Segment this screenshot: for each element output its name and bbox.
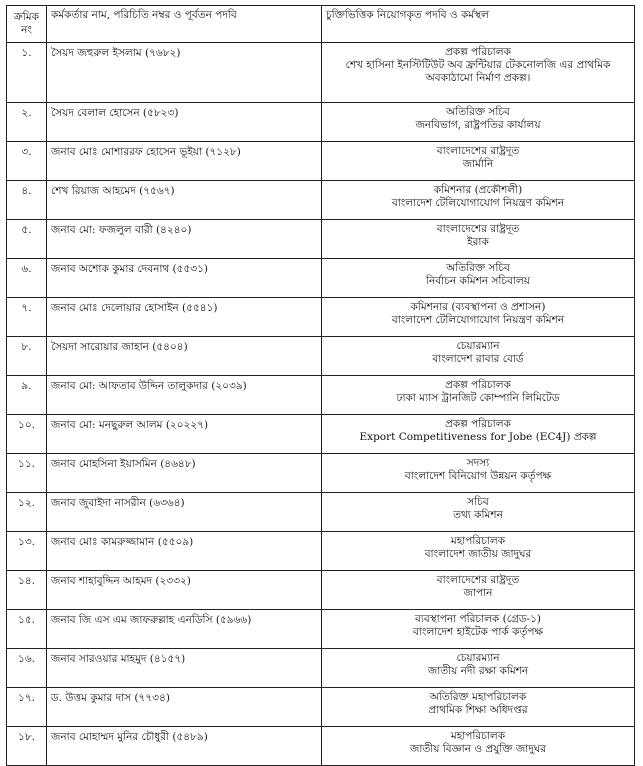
row-post: [322, 454, 635, 493]
post-line: অতিরিক্ত সচিব: [446, 262, 510, 274]
post-line: প্রকল্প পরিচালক: [445, 418, 511, 430]
row-serial: ২.: [7, 103, 47, 142]
post-line: শেখ হাসিনা ইনস্টিটিউট অব ফ্রন্টিয়ার টেকনোলজি এর প্রাথমিক: [345, 59, 611, 71]
table-row: [7, 142, 635, 181]
post-line: সচিব: [467, 496, 489, 508]
post-line: কমিশনার (প্রকৌশলী): [433, 184, 523, 196]
header-serial: ক্রমিক নং: [7, 6, 47, 43]
post-line: ইরাক: [467, 236, 489, 248]
row-post: [322, 103, 635, 142]
row-serial: ৯.: [7, 376, 47, 415]
post-line: কমিশনার (ব্যবস্থাপনা ও প্রশাসন): [410, 301, 546, 313]
post-line: জাতীয় বিজ্ঞান ও প্রযুক্তি জাদুঘর: [409, 743, 547, 755]
post-line: বাংলাদেশ জাতীয় জাদুঘর: [424, 548, 532, 560]
row-officer-name: সৈয়দ বেলাল হোসেন (৫৮২৩): [47, 103, 322, 142]
post-line: প্রাথমিক শিক্ষা অধিদপ্তর: [428, 704, 528, 716]
table-row: [7, 610, 635, 649]
post-line: তথ্য কমিশন: [453, 509, 503, 521]
row-post: [322, 376, 635, 415]
row-post: [322, 727, 635, 766]
row-serial: ৩.: [7, 142, 47, 181]
row-post: [322, 532, 635, 571]
post-line: বাংলাদেশ টেলিযোগাযোগ নিয়ন্ত্রণ কমিশন: [391, 197, 565, 209]
post-line: নির্বাচন কমিশন সচিবালয়: [426, 275, 530, 287]
row-serial: ১৩.: [7, 532, 47, 571]
post-line: চেয়ারম্যান: [456, 340, 500, 352]
post-line: জার্মানি: [462, 158, 494, 170]
row-post: [322, 142, 635, 181]
row-officer-name: জনাব মোঃ মোশাররফ হোসেন ভূইয়া (৭১২৮): [47, 142, 322, 181]
post-line: অবকাঠামো নির্মাণ প্রকল্প।: [425, 72, 531, 84]
post-line: অতিরিক্ত মহাপরিচালক: [429, 691, 527, 703]
row-officer-name: জনাব মো: মনছুরুল আলম (২০২২৭): [47, 415, 322, 454]
post-line: বাংলাদেশের রাষ্ট্রদূত: [436, 145, 520, 157]
row-officer-name: ড. উত্তম কুমার দাস (৭৭৩৪): [47, 688, 322, 727]
table-row: [7, 376, 635, 415]
table-header-row: [7, 6, 635, 43]
post-line: বাংলাদেশ বিনিয়োগ উন্নয়ন কর্তৃপক্ষ: [404, 470, 552, 482]
row-serial: ১.: [7, 43, 47, 103]
row-post: [322, 571, 635, 610]
post-line: প্রকল্প পরিচালক: [445, 46, 511, 58]
row-serial: ১৫.: [7, 610, 47, 649]
row-post: [322, 220, 635, 259]
post-line: চেয়ারম্যান: [456, 652, 500, 664]
table-row: [7, 454, 635, 493]
table-row: [7, 727, 635, 766]
post-line: বাংলাদেশের রাষ্ট্রদূত: [436, 223, 520, 235]
row-serial: ১৪.: [7, 571, 47, 610]
post-line: প্রকল্প পরিচালক: [445, 379, 511, 391]
table-row: [7, 103, 635, 142]
row-officer-name: জনাব জি এস এম জাফরুল্লাহ এনডিসি (৫৯৬৬): [47, 610, 322, 649]
row-post: [322, 181, 635, 220]
row-serial: ৬.: [7, 259, 47, 298]
post-line: ব্যবস্থাপনা পরিচালক (গ্রেড-১): [414, 613, 542, 625]
post-line: জনবিভাগ, রাষ্ট্রপতির কার্যালয়: [415, 119, 541, 131]
header-name: কর্মকর্তার নাম, পরিচিতি নম্বর ও পূর্বতন পদবি: [47, 6, 322, 43]
post-line: ঢাকা ম্যাস ট্রানজিট কোম্পানি লিমিটেড: [396, 392, 560, 404]
row-serial: ১২.: [7, 493, 47, 532]
post-line: জাপান: [463, 587, 493, 599]
post-line: মহাপরিচালক: [450, 535, 506, 547]
row-serial: ১১.: [7, 454, 47, 493]
table-row: [7, 649, 635, 688]
row-officer-name: জনাব মোঃ কামরুজ্জামান (৫৫০৯): [47, 532, 322, 571]
table-row: [7, 571, 635, 610]
row-post: [322, 43, 635, 103]
table-row: [7, 298, 635, 337]
table-row: [7, 259, 635, 298]
table-row: [7, 688, 635, 727]
row-officer-name: সৈয়দা সারোয়ার জাহান (৫৪০৪): [47, 337, 322, 376]
row-officer-name: জনাব অশোক কুমার দেবনাথ (৫৫৩১): [47, 259, 322, 298]
row-post: [322, 298, 635, 337]
row-officer-name: জনাব মো: আফতাব উদ্দিন তালুকদার (২০৩৯): [47, 376, 322, 415]
table-row: [7, 532, 635, 571]
row-post: [322, 259, 635, 298]
row-serial: ৫.: [7, 220, 47, 259]
row-officer-name: সৈয়দ জহুরুল ইসলাম (৭৬৮২): [47, 43, 322, 103]
post-line: জাতীয় নদী রক্ষা কমিশন: [427, 665, 529, 677]
table-row: [7, 220, 635, 259]
row-serial: ১০.: [7, 415, 47, 454]
row-officer-name: জনাব জুবাইদা নাসরীন (৬৩৬৪): [47, 493, 322, 532]
row-post: [322, 688, 635, 727]
table-row: [7, 415, 635, 454]
row-serial: ১৮.: [7, 727, 47, 766]
header-post: চুক্তিভিত্তিক নিয়োগকৃত পদবি ও কর্মস্থল: [322, 6, 635, 43]
table-row: [7, 493, 635, 532]
row-post: [322, 649, 635, 688]
post-line: বাংলাদেশ টেলিযোগাযোগ নিয়ন্ত্রণ কমিশন: [391, 314, 565, 326]
post-line: সদস্য: [466, 457, 490, 469]
officers-table: [6, 5, 635, 766]
post-line: অতিরিক্ত সচিব: [446, 106, 510, 118]
row-post: [322, 493, 635, 532]
row-serial: ৭.: [7, 298, 47, 337]
row-officer-name: জনাব মো: ফজলুল বারী (৪২৪০): [47, 220, 322, 259]
post-line: Export Competitiveness for Jobe (EC4J) প্রকল্প: [359, 431, 597, 443]
row-officer-name: জনাব মোহসিনা ইয়াসমিন (৪৬৪৮): [47, 454, 322, 493]
post-line: বাংলাদেশ হাইটেক পার্ক কর্তৃপক্ষ: [413, 626, 543, 638]
table-row: [7, 181, 635, 220]
table-body: [7, 43, 635, 766]
row-officer-name: শেখ রিয়াজ আহমেদ (৭৫৬৭): [47, 181, 322, 220]
row-serial: ১৬.: [7, 649, 47, 688]
row-serial: ১৭.: [7, 688, 47, 727]
row-post: [322, 610, 635, 649]
row-post: [322, 337, 635, 376]
row-officer-name: জনাব শাহাবুদ্দিন আহমদ (২৩৩২): [47, 571, 322, 610]
table-row: [7, 337, 635, 376]
row-serial: ৮.: [7, 337, 47, 376]
post-line: মহাপরিচালক: [450, 730, 506, 742]
row-officer-name: জনাব সারওয়ার মাহমুদ (৪১৫৭): [47, 649, 322, 688]
post-line: বাংলাদেশের রাষ্ট্রদূত: [436, 574, 520, 586]
row-serial: ৪.: [7, 181, 47, 220]
table-row: [7, 43, 635, 103]
row-officer-name: জনাব মোহাম্মদ মুনির চৌধুরী (৫৪৮৯): [47, 727, 322, 766]
row-officer-name: জনাব মোঃ দেলোয়ার হোসাইন (৫৫৪১): [47, 298, 322, 337]
row-post: [322, 415, 635, 454]
post-line: বাংলাদেশ রাবার বোর্ড: [432, 353, 524, 365]
